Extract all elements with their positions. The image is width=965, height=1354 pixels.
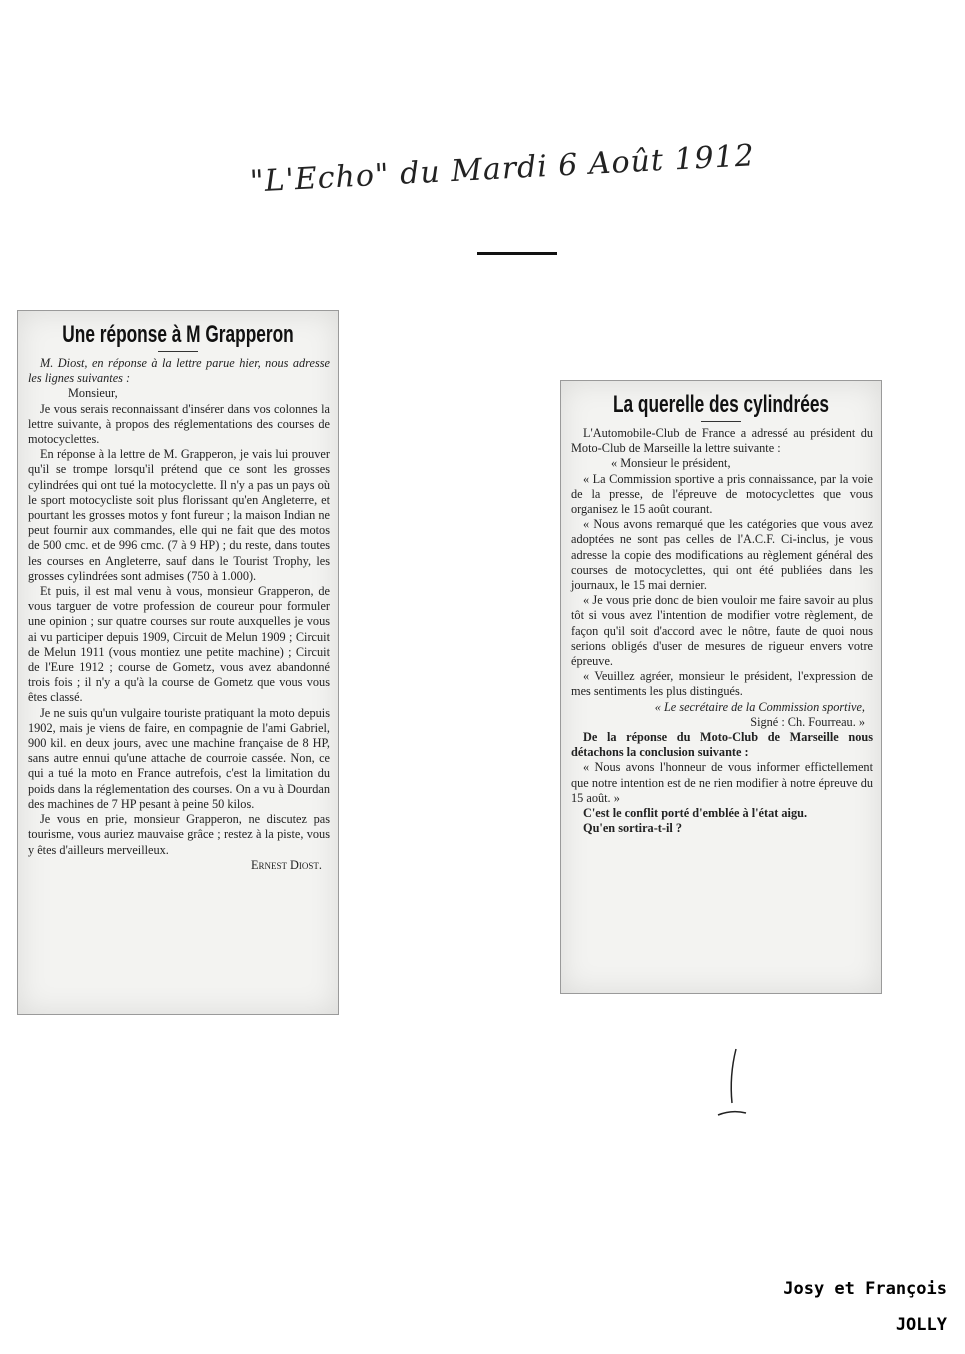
credit-names: Josy et François — [783, 1279, 947, 1299]
clipping-querelle-cylindrees — [560, 380, 882, 994]
article-question: Qu'en sortira-t-il ? — [583, 821, 683, 836]
header-divider — [477, 252, 557, 255]
credit-block — [783, 1271, 947, 1343]
article-conclusion: C'est le conflit porté d'emblée à l'état aigu. — [583, 806, 808, 821]
article-paragraph: En réponse à la lettre de M. Grapperon, je vais lui prouver qu'il se trompe lorsqu'il prétend que ce sont les grosses cylindrées qui ont tué la motocyclette. Il n'y a pas un pays où le sport motocycliste soit plus florissant qu'en Angleterre, et pourtant les grosses motos y font fureur ; la maison Indian ne peut fournir aux commandes, elle qui ne fait que des motos de 500 cmc. et de 996 cmc. (7 à 9 HP) ; du reste, dans toutes les courses en Angleterre, sauf dans le Tourist Trophy, les grosses cylindrées sont admises (750 à 1.000). — [28, 447, 330, 583]
handwritten-date-note: "L'Echo" du Mardi 6 Août 1912 — [249, 138, 756, 200]
article-paragraph: Et puis, il est mal venu à vous, monsieur Grapperon, de vous targuer de votre profession de coureur pour formuler une opinion ; sur quatre courses sur route auxquelles je vous ai vu participer depuis 1909, Circuit de Melun 1909 ; Circuit de Melun 1911 (vous montiez une petite machine) ; Circuit de l'Eure 1912 ; course de Gometz, vous avez abandonné trois fois ; il n'y a qu'à la course de Gometz que vous vous êtes classé. — [28, 584, 330, 705]
credit-surname: JOLLY — [895, 1315, 947, 1335]
letter-signature-name: Signé : Ch. Fourreau. » — [750, 714, 865, 729]
article-body — [561, 426, 881, 836]
letter-signature-title: « Le secrétaire de la Commission sportive, — [654, 699, 865, 714]
title-divider — [158, 351, 198, 352]
article-paragraph: Je vous en prie, monsieur Grapperon, ne discutez pas tourisme, vous auriez mauvaise grâce ; restez à la piste, vous y êtes d'ailleurs merveilleux. — [28, 812, 330, 857]
article-paragraph: L'Automobile-Club de France a adressé au président du Moto-Club de Marseille la lettre suivante : — [571, 426, 873, 456]
article-paragraph: Je vous serais reconnaissant d'insérer dans vos colonnes la lettre suivante, à propos des réglementations des courses de motocyclettes. — [28, 401, 330, 447]
article-title: La querelle des cylindrées — [612, 391, 830, 418]
handwritten-margin-mark — [712, 1045, 752, 1120]
reply-intro: De la réponse du Moto-Club de Marseille nous détachons la conclusion suivante : — [571, 730, 873, 760]
article-title: Une réponse à M Grapperon — [62, 321, 294, 348]
article-signature: Ernest Diost. — [250, 857, 322, 872]
article-intro: M. Diost, en réponse à la lettre parue hier, nous adresse les lignes suivantes : — [28, 356, 330, 386]
title-divider — [701, 421, 741, 422]
salutation: Monsieur, — [68, 386, 118, 401]
reply-quote: « Nous avons l'honneur de vous informer effictellement que notre intention est de ne rien modifier à notre épreuve du 15 août. » — [571, 760, 873, 805]
clipping-reponse-grapperon — [17, 310, 339, 1015]
article-paragraph: « Nous avons remarqué que les catégories que vous avez adoptées ne sont pas celles de l'A.C.F. Ci-inclus, je vous adresse la copie des modifications au règlement général des courses de motocyclettes, qui ont été publiées dans les journaux, le 15 mai dernier. — [571, 517, 873, 593]
letter-salutation: « Monsieur le président, — [611, 456, 731, 471]
article-paragraph: Je ne suis qu'un vulgaire touriste pratiquant la moto depuis 1902, mais je viens de faire, en compagnie de l'ami Gabriel, 900 kil. en deux jours, avec une machine française de 8 HP, sans autre ennui qu'une attache de courroie cassée. Non, ce qui a tué la moto en France autrefois, c'est la limitation du poids dans la réglementation des courses. On a vu à Dourdan des machines de 7 HP pesant à peine 50 kilos. — [28, 705, 330, 811]
article-paragraph: « Veuillez agréer, monsieur le président, l'expression de mes sentiments les plus distingués. — [571, 669, 873, 699]
article-paragraph: « La Commission sportive a pris connaissance, par la voie de la presse, de l'épreuve de motocyclettes que vous organisez le 15 août courant. — [571, 471, 873, 517]
article-body — [18, 356, 338, 873]
article-paragraph: « Je vous prie donc de bien vouloir me faire savoir au plus tôt si vous avez l'intention de modifier votre règlement, de façon qu'il soit d'accord avec le nôtre, faute de quoi nous serions obligés d'user de mesures de rigueur envers votre épreuve. — [571, 593, 873, 669]
